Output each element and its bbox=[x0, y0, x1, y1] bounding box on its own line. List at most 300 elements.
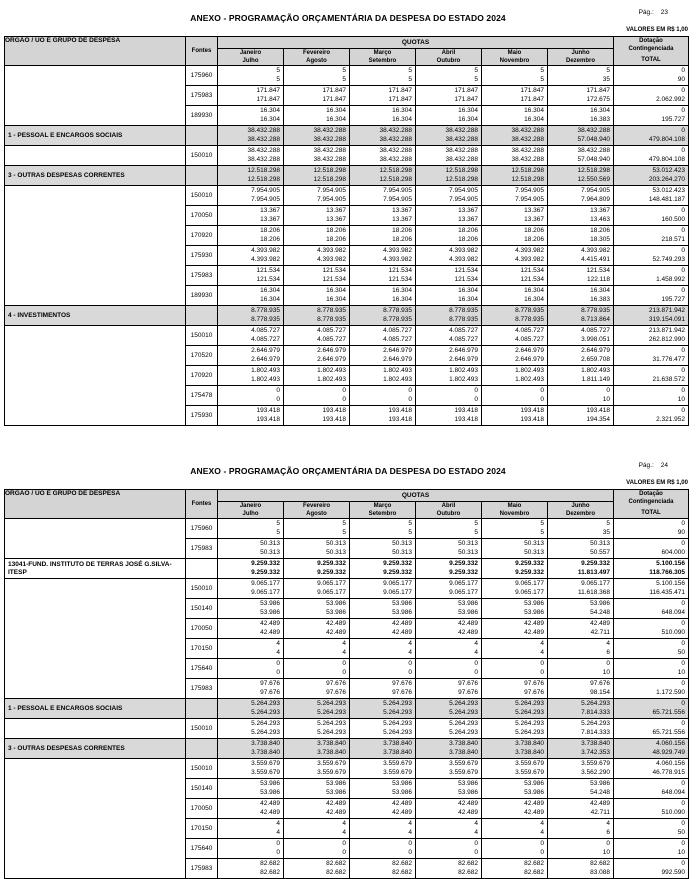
quota-cell bbox=[284, 286, 350, 306]
desc-cell-empty bbox=[5, 326, 186, 426]
quota-first-semester: 0 bbox=[342, 660, 346, 667]
quota-first-semester: 38.432.288 bbox=[577, 147, 610, 154]
quota-second-semester: 8.778.935 bbox=[449, 315, 478, 323]
fontes-header: Fontes bbox=[186, 490, 218, 519]
quota-second-semester: 3.562.290 bbox=[581, 768, 610, 776]
dotacao-contingenciada-value: 0 bbox=[681, 227, 685, 234]
quota-second-semester: 3.559.679 bbox=[449, 768, 478, 776]
quotas-header: QUOTAS bbox=[218, 490, 614, 502]
quota-first-semester: 193.418 bbox=[322, 407, 346, 414]
quota-first-semester: 5 bbox=[342, 67, 346, 74]
quota-cell bbox=[350, 266, 416, 286]
quota-cell bbox=[416, 266, 482, 286]
month-header-line1: Março bbox=[373, 50, 392, 56]
quota-second-semester: 0 bbox=[540, 848, 544, 856]
quota-second-semester: 121.534 bbox=[520, 275, 544, 283]
quota-cell bbox=[548, 859, 614, 879]
total-value: 10 bbox=[677, 668, 685, 676]
quota-first-semester: 1.802.493 bbox=[515, 367, 544, 374]
quota-second-semester: 4.085.727 bbox=[383, 335, 412, 343]
quota-first-semester: 38.432.288 bbox=[247, 127, 280, 134]
quota-second-semester: 12.518.298 bbox=[247, 175, 280, 183]
quota-first-semester: 82.682 bbox=[458, 860, 478, 867]
quota-second-semester: 0 bbox=[474, 395, 478, 403]
fonte-cell: 170150 bbox=[186, 819, 218, 839]
desc-cell: 3 - OUTRAS DESPESAS CORRENTES bbox=[5, 739, 186, 759]
quota-second-semester: 6 bbox=[606, 648, 610, 656]
quota-second-semester: 171.847 bbox=[322, 95, 346, 103]
quota-first-semester: 7.954.905 bbox=[383, 187, 412, 194]
quota-second-semester: 3.742.353 bbox=[581, 748, 610, 756]
dotacao-contingenciada-value: 0 bbox=[681, 600, 685, 607]
quota-cell bbox=[548, 206, 614, 226]
quota-second-semester: 18.206 bbox=[392, 235, 412, 243]
dotacao-contingenciada-value: 0 bbox=[681, 87, 685, 94]
quota-second-semester: 53.986 bbox=[260, 608, 280, 616]
orgao-header: ÓRGÃO / UO E GRUPO DE DESPESA bbox=[5, 37, 186, 66]
fonte-cell: 175960 bbox=[186, 66, 218, 86]
quota-second-semester: 3.559.679 bbox=[251, 768, 280, 776]
total-value: 116.435.471 bbox=[649, 588, 685, 596]
fonte-cell: 175930 bbox=[186, 246, 218, 266]
quota-second-semester: 57.048.940 bbox=[577, 135, 610, 143]
quota-cell bbox=[548, 406, 614, 426]
quota-second-semester: 3.738.840 bbox=[449, 748, 478, 756]
quota-second-semester: 82.682 bbox=[524, 868, 544, 876]
quota-cell bbox=[284, 739, 350, 759]
dotacao-cell bbox=[614, 699, 689, 719]
quota-second-semester: 38.432.288 bbox=[379, 135, 412, 143]
quota-first-semester: 5 bbox=[474, 67, 478, 74]
quota-cell bbox=[284, 326, 350, 346]
quota-first-semester: 193.418 bbox=[586, 407, 610, 414]
quota-first-semester: 1.802.493 bbox=[317, 367, 346, 374]
desc-cell-empty bbox=[5, 719, 186, 739]
dotacao-contingenciada-value: 0 bbox=[681, 520, 685, 527]
quota-first-semester: 9.259.332 bbox=[449, 560, 478, 567]
quota-first-semester: 42.489 bbox=[590, 620, 610, 627]
quota-cell bbox=[350, 226, 416, 246]
quota-second-semester: 82.682 bbox=[326, 868, 346, 876]
total-value: 648.094 bbox=[661, 608, 685, 616]
quota-first-semester: 16.304 bbox=[590, 287, 610, 294]
quota-first-semester: 12.518.298 bbox=[313, 167, 346, 174]
quota-second-semester: 4 bbox=[474, 648, 478, 656]
quota-first-semester: 9.065.177 bbox=[251, 580, 280, 587]
quota-cell bbox=[218, 306, 284, 326]
quota-cell bbox=[416, 186, 482, 206]
dotacao-contingenciada-value: 0 bbox=[681, 700, 685, 707]
quota-first-semester: 121.534 bbox=[322, 267, 346, 274]
quota-second-semester: 4.085.727 bbox=[515, 335, 544, 343]
quota-cell bbox=[284, 106, 350, 126]
quota-second-semester: 193.418 bbox=[322, 415, 346, 423]
quota-first-semester: 5 bbox=[606, 520, 610, 527]
quota-cell bbox=[350, 719, 416, 739]
quota-first-semester: 38.432.288 bbox=[247, 147, 280, 154]
quota-cell bbox=[482, 386, 548, 406]
quota-second-semester: 7.814.333 bbox=[581, 708, 610, 716]
quota-first-semester: 1.802.493 bbox=[251, 367, 280, 374]
group-row bbox=[5, 306, 689, 326]
quota-second-semester: 7.954.905 bbox=[383, 195, 412, 203]
fonte-cell bbox=[186, 166, 218, 186]
quota-first-semester: 16.304 bbox=[524, 287, 544, 294]
quota-first-semester: 50.313 bbox=[590, 540, 610, 547]
quota-second-semester: 16.304 bbox=[458, 295, 478, 303]
quota-second-semester: 2.646.979 bbox=[317, 355, 346, 363]
quota-cell bbox=[416, 66, 482, 86]
quota-cell bbox=[218, 286, 284, 306]
quota-first-semester: 53.986 bbox=[458, 780, 478, 787]
quota-second-semester: 42.489 bbox=[524, 808, 544, 816]
table-header bbox=[5, 490, 689, 519]
quota-cell bbox=[416, 739, 482, 759]
dotacao-cell bbox=[614, 679, 689, 699]
quota-second-semester: 38.432.288 bbox=[313, 155, 346, 163]
dotacao-cell bbox=[614, 539, 689, 559]
quota-cell bbox=[350, 599, 416, 619]
desc-cell: 4 - INVESTIMENTOS bbox=[5, 306, 186, 326]
quota-first-semester: 53.986 bbox=[524, 600, 544, 607]
total-value: 65.721.556 bbox=[652, 728, 685, 736]
dotacao-contingenciada-value: 0 bbox=[681, 640, 685, 647]
quota-first-semester: 4.085.727 bbox=[317, 327, 346, 334]
quota-second-semester: 193.418 bbox=[388, 415, 412, 423]
dotacao-cell bbox=[614, 366, 689, 386]
quota-second-semester: 4.393.982 bbox=[251, 255, 280, 263]
quota-second-semester: 13.367 bbox=[326, 215, 346, 223]
quota-second-semester: 7.954.905 bbox=[515, 195, 544, 203]
dotacao-contingenciada-value: 0 bbox=[681, 107, 685, 114]
quota-first-semester: 7.954.905 bbox=[251, 187, 280, 194]
quota-first-semester: 50.313 bbox=[524, 540, 544, 547]
dotacao-cell bbox=[614, 799, 689, 819]
quota-second-semester: 16.304 bbox=[524, 295, 544, 303]
quota-second-semester: 97.676 bbox=[392, 688, 412, 696]
quota-cell bbox=[218, 346, 284, 366]
quota-first-semester: 82.682 bbox=[590, 860, 610, 867]
quota-cell bbox=[218, 679, 284, 699]
quota-first-semester: 50.313 bbox=[260, 540, 280, 547]
table-row bbox=[5, 759, 689, 779]
month-header-line2: Julho bbox=[242, 511, 259, 517]
quota-cell bbox=[218, 659, 284, 679]
quota-second-semester: 4.393.982 bbox=[515, 255, 544, 263]
quota-first-semester: 5 bbox=[276, 67, 280, 74]
quota-cell bbox=[350, 639, 416, 659]
total-value: 992.590 bbox=[661, 868, 685, 876]
report-page-23 bbox=[0, 0, 696, 426]
dotacao-contingenciada-value: 0 bbox=[681, 540, 685, 547]
dotacao-contingenciada-value: 213.871.942 bbox=[648, 327, 685, 334]
quota-first-semester: 53.986 bbox=[260, 780, 280, 787]
quota-cell bbox=[548, 366, 614, 386]
total-value: 21.638.572 bbox=[652, 375, 685, 383]
dotacao-contingenciada-value: 0 bbox=[681, 67, 685, 74]
quota-cell bbox=[350, 106, 416, 126]
quota-first-semester: 4.085.727 bbox=[383, 327, 412, 334]
dotacao-contingenciada-value: 0 bbox=[681, 720, 685, 727]
page-number-value: 24 bbox=[660, 462, 668, 469]
month-header-line1: Junho bbox=[571, 50, 590, 56]
quota-cell bbox=[548, 799, 614, 819]
header-row-1 bbox=[5, 37, 689, 49]
month-header bbox=[218, 502, 284, 519]
dotacao-header-line: Contingenciada bbox=[628, 46, 674, 52]
quota-second-semester: 9.065.177 bbox=[383, 588, 412, 596]
quota-second-semester: 121.534 bbox=[454, 275, 478, 283]
month-header-line1: Maio bbox=[507, 503, 522, 509]
quota-second-semester: 97.676 bbox=[458, 688, 478, 696]
quota-cell bbox=[482, 659, 548, 679]
quota-cell bbox=[548, 779, 614, 799]
quota-cell bbox=[218, 779, 284, 799]
quota-first-semester: 42.489 bbox=[590, 800, 610, 807]
quota-first-semester: 0 bbox=[408, 660, 412, 667]
quota-second-semester: 2.646.979 bbox=[449, 355, 478, 363]
quota-second-semester: 5.264.293 bbox=[383, 728, 412, 736]
quota-second-semester: 50.313 bbox=[458, 548, 478, 556]
quota-first-semester: 97.676 bbox=[524, 680, 544, 687]
quota-first-semester: 9.065.177 bbox=[449, 580, 478, 587]
dotacao-cell bbox=[614, 559, 689, 579]
group-row bbox=[5, 739, 689, 759]
quota-cell bbox=[416, 799, 482, 819]
quota-first-semester: 0 bbox=[606, 387, 610, 394]
table-row bbox=[5, 579, 689, 599]
quota-cell bbox=[548, 306, 614, 326]
quota-cell bbox=[548, 539, 614, 559]
quota-cell bbox=[482, 346, 548, 366]
quota-cell bbox=[416, 859, 482, 879]
quota-first-semester: 8.778.935 bbox=[449, 307, 478, 314]
quota-first-semester: 4.085.727 bbox=[581, 327, 610, 334]
quota-first-semester: 5 bbox=[408, 520, 412, 527]
total-value: 195.727 bbox=[661, 115, 685, 123]
quota-cell bbox=[284, 519, 350, 539]
quota-cell bbox=[548, 106, 614, 126]
month-header-line2: Dezembro bbox=[565, 58, 595, 64]
quota-second-semester: 13.463 bbox=[590, 215, 610, 223]
quota-second-semester: 82.682 bbox=[458, 868, 478, 876]
quota-second-semester: 50.313 bbox=[524, 548, 544, 556]
quota-cell bbox=[350, 366, 416, 386]
fonte-cell: 150010 bbox=[186, 186, 218, 206]
fonte-cell: 150010 bbox=[186, 759, 218, 779]
quota-cell bbox=[548, 699, 614, 719]
quota-cell bbox=[284, 206, 350, 226]
quota-second-semester: 38.432.288 bbox=[379, 155, 412, 163]
quota-first-semester: 5 bbox=[474, 520, 478, 527]
budget-table-page-24 bbox=[4, 489, 689, 879]
quota-second-semester: 42.711 bbox=[590, 628, 610, 636]
month-header bbox=[350, 502, 416, 519]
desc-cell-empty bbox=[5, 759, 186, 879]
quota-cell bbox=[350, 799, 416, 819]
quota-first-semester: 13.367 bbox=[458, 207, 478, 214]
quota-cell bbox=[218, 326, 284, 346]
quota-second-semester: 4 bbox=[408, 648, 412, 656]
quota-first-semester: 13.367 bbox=[392, 207, 412, 214]
quota-first-semester: 171.847 bbox=[454, 87, 478, 94]
quota-cell bbox=[548, 86, 614, 106]
quota-cell bbox=[548, 599, 614, 619]
quota-second-semester: 4 bbox=[408, 828, 412, 836]
quota-second-semester: 18.206 bbox=[458, 235, 478, 243]
currency-note: VALORES EM R$ 1,00 bbox=[626, 480, 688, 486]
quota-second-semester: 4.415.491 bbox=[581, 255, 610, 263]
quota-second-semester: 42.711 bbox=[590, 808, 610, 816]
quota-cell bbox=[416, 779, 482, 799]
quota-cell bbox=[548, 326, 614, 346]
quota-cell bbox=[416, 106, 482, 126]
fonte-cell: 175983 bbox=[186, 679, 218, 699]
fonte-cell: 170920 bbox=[186, 366, 218, 386]
quota-second-semester: 2.646.979 bbox=[383, 355, 412, 363]
quota-cell bbox=[482, 559, 548, 579]
quota-second-semester: 4.085.727 bbox=[251, 335, 280, 343]
quota-second-semester: 3.738.840 bbox=[317, 748, 346, 756]
dotacao-cell bbox=[614, 246, 689, 266]
quota-first-semester: 3.738.840 bbox=[581, 740, 610, 747]
quota-first-semester: 121.534 bbox=[586, 267, 610, 274]
total-value: 1.172.590 bbox=[656, 688, 685, 696]
quota-cell bbox=[284, 559, 350, 579]
quota-second-semester: 13.367 bbox=[458, 215, 478, 223]
quota-first-semester: 53.986 bbox=[326, 600, 346, 607]
month-header-line1: Maio bbox=[507, 50, 522, 56]
quota-second-semester: 16.304 bbox=[326, 295, 346, 303]
total-value: 50 bbox=[677, 828, 685, 836]
dotacao-header-line: Contingenciada bbox=[628, 499, 674, 505]
quota-first-semester: 0 bbox=[408, 840, 412, 847]
dotacao-contingenciada-value: 0 bbox=[681, 267, 685, 274]
table-row bbox=[5, 146, 689, 166]
quota-cell bbox=[284, 346, 350, 366]
quota-first-semester: 53.986 bbox=[590, 600, 610, 607]
quota-second-semester: 5.264.293 bbox=[251, 708, 280, 716]
quota-first-semester: 5 bbox=[342, 520, 346, 527]
quota-cell bbox=[416, 579, 482, 599]
quota-first-semester: 50.313 bbox=[326, 540, 346, 547]
quota-first-semester: 38.432.288 bbox=[379, 127, 412, 134]
quota-cell bbox=[482, 799, 548, 819]
quota-second-semester: 0 bbox=[276, 848, 280, 856]
currency-note: VALORES EM R$ 1,00 bbox=[626, 27, 688, 33]
quota-cell bbox=[350, 779, 416, 799]
quota-first-semester: 5 bbox=[540, 67, 544, 74]
quota-second-semester: 5.264.293 bbox=[383, 708, 412, 716]
quota-first-semester: 42.489 bbox=[458, 800, 478, 807]
fonte-cell: 150010 bbox=[186, 146, 218, 166]
quota-cell bbox=[482, 186, 548, 206]
total-value: 203.264.270 bbox=[648, 175, 685, 183]
quota-second-semester: 121.534 bbox=[256, 275, 280, 283]
quota-cell bbox=[350, 66, 416, 86]
quota-first-semester: 16.304 bbox=[524, 107, 544, 114]
month-header-line1: Janeiro bbox=[239, 503, 262, 509]
quota-cell bbox=[482, 246, 548, 266]
quota-first-semester: 2.646.979 bbox=[317, 347, 346, 354]
quota-second-semester: 4 bbox=[540, 828, 544, 836]
total-value: 118.766.305 bbox=[649, 568, 685, 576]
header-row-1 bbox=[5, 490, 689, 502]
quota-first-semester: 121.534 bbox=[454, 267, 478, 274]
month-header bbox=[284, 502, 350, 519]
quota-cell bbox=[548, 819, 614, 839]
quota-first-semester: 7.954.905 bbox=[515, 187, 544, 194]
quota-second-semester: 13.367 bbox=[392, 215, 412, 223]
quota-first-semester: 16.304 bbox=[326, 107, 346, 114]
quota-first-semester: 18.206 bbox=[590, 227, 610, 234]
dotacao-contingenciada-value: 213.871.942 bbox=[648, 307, 685, 314]
quota-first-semester: 193.418 bbox=[388, 407, 412, 414]
quota-cell bbox=[416, 539, 482, 559]
fonte-cell: 175983 bbox=[186, 859, 218, 879]
quota-cell bbox=[482, 639, 548, 659]
quota-second-semester: 50.313 bbox=[392, 548, 412, 556]
quota-first-semester: 18.206 bbox=[524, 227, 544, 234]
quota-first-semester: 7.954.905 bbox=[581, 187, 610, 194]
quotas-header: QUOTAS bbox=[218, 37, 614, 49]
quota-cell bbox=[482, 166, 548, 186]
quota-first-semester: 53.986 bbox=[392, 600, 412, 607]
quota-second-semester: 194.354 bbox=[586, 415, 610, 423]
quota-second-semester: 98.154 bbox=[590, 688, 610, 696]
quota-first-semester: 4.393.982 bbox=[317, 247, 346, 254]
dotacao-contingenciada-value: 0 bbox=[681, 147, 685, 154]
quota-second-semester: 83.088 bbox=[590, 868, 610, 876]
quota-cell bbox=[350, 519, 416, 539]
quota-cell bbox=[284, 539, 350, 559]
desc-cell: 1 - PESSOAL E ENCARGOS SOCIAIS bbox=[5, 126, 186, 146]
quota-second-semester: 16.304 bbox=[392, 115, 412, 123]
quota-first-semester: 38.432.288 bbox=[313, 147, 346, 154]
quota-cell bbox=[284, 579, 350, 599]
dotacao-cell bbox=[614, 126, 689, 146]
quota-cell bbox=[416, 699, 482, 719]
quota-cell bbox=[350, 386, 416, 406]
table-row bbox=[5, 719, 689, 739]
quota-cell bbox=[350, 819, 416, 839]
quota-second-semester: 171.847 bbox=[256, 95, 280, 103]
quota-second-semester: 4 bbox=[342, 828, 346, 836]
quota-second-semester: 121.534 bbox=[322, 275, 346, 283]
quota-first-semester: 97.676 bbox=[590, 680, 610, 687]
quota-first-semester: 7.954.905 bbox=[317, 187, 346, 194]
month-header-line2: Outubro bbox=[436, 58, 461, 64]
quota-cell bbox=[416, 679, 482, 699]
quota-cell bbox=[350, 759, 416, 779]
total-value: 148.481.187 bbox=[648, 195, 685, 203]
quota-second-semester: 18.206 bbox=[260, 235, 280, 243]
quota-first-semester: 9.259.332 bbox=[515, 560, 544, 567]
total-value: 479.804.108 bbox=[648, 155, 685, 163]
total-value: 262.812.990 bbox=[648, 335, 685, 343]
desc-cell-empty bbox=[5, 519, 186, 559]
quota-first-semester: 38.432.288 bbox=[511, 127, 544, 134]
quota-second-semester: 1.802.493 bbox=[383, 375, 412, 383]
quota-first-semester: 50.313 bbox=[392, 540, 412, 547]
page-number-label: Pág.: bbox=[638, 9, 654, 16]
quota-first-semester: 16.304 bbox=[392, 287, 412, 294]
quota-cell bbox=[218, 719, 284, 739]
quota-cell bbox=[218, 386, 284, 406]
dotacao-cell bbox=[614, 579, 689, 599]
desc-cell: 13041-FUND. INSTITUTO DE TERRAS JOSÉ G.SILVA-ITESP bbox=[5, 559, 186, 579]
quota-second-semester: 18.206 bbox=[326, 235, 346, 243]
